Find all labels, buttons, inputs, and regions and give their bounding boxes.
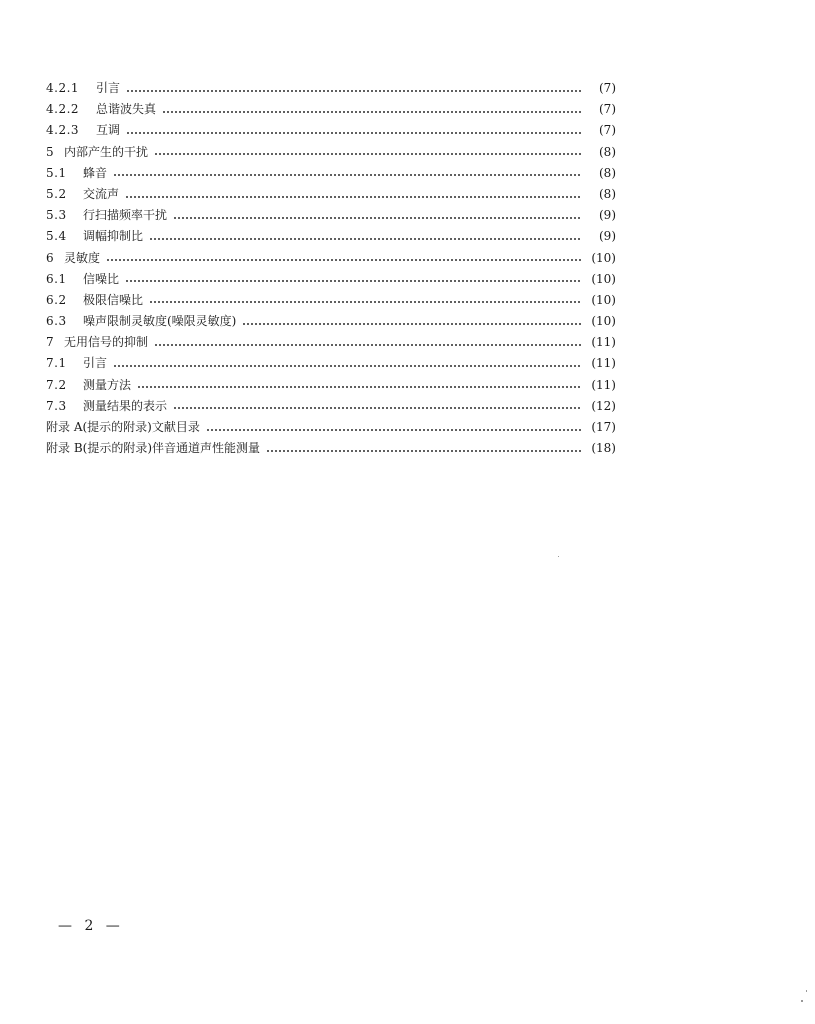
toc-entry[interactable] bbox=[46, 290, 616, 311]
toc-entry-page: (9) bbox=[599, 208, 616, 223]
toc-entry-number: 7 bbox=[46, 335, 55, 350]
toc-entry-page: (11) bbox=[591, 356, 616, 371]
toc-entry-title: 内部产生的干扰 bbox=[64, 144, 149, 159]
toc-entry-number: 4.2.2 bbox=[46, 102, 80, 117]
toc-entry-title: 信噪比 bbox=[83, 271, 120, 286]
toc-entry-page: (11) bbox=[591, 377, 616, 392]
toc-entry[interactable] bbox=[46, 332, 616, 353]
toc-entry-title: 极限信噪比 bbox=[83, 292, 144, 307]
toc-entry-page: (7) bbox=[599, 102, 616, 117]
toc-entry-title: 交流声 bbox=[83, 186, 120, 201]
dot-leader bbox=[173, 401, 582, 411]
toc-entry-page: (10) bbox=[591, 250, 616, 265]
toc-entry[interactable] bbox=[46, 163, 616, 184]
toc-entry-page: (7) bbox=[599, 123, 616, 138]
toc-entry-title: 附录 B(提示的附录)伴音通道声性能测量 bbox=[46, 441, 260, 456]
toc-entry-page: (17) bbox=[591, 420, 616, 434]
toc-entry-page: (8) bbox=[599, 144, 616, 159]
toc-entry-number: 6.2 bbox=[46, 292, 67, 307]
toc-entry-number: 5.3 bbox=[46, 208, 67, 223]
toc-entry[interactable] bbox=[46, 311, 616, 332]
dot-leader bbox=[137, 380, 582, 390]
toc-entry[interactable] bbox=[46, 99, 616, 120]
toc-entry-page: (8) bbox=[599, 165, 616, 180]
toc-entry-page: (12) bbox=[591, 398, 616, 413]
toc-entry-title: 行扫描频率干扰 bbox=[83, 208, 168, 223]
toc-entry[interactable] bbox=[46, 184, 616, 205]
toc-entry-title: 引言 bbox=[83, 356, 108, 371]
dot-leader bbox=[162, 105, 582, 115]
dot-leader bbox=[126, 126, 582, 136]
toc-entry-page: (11) bbox=[591, 335, 616, 350]
page-number: — 2 — bbox=[58, 918, 124, 934]
dot-leader bbox=[126, 84, 582, 94]
toc-entry-page: (7) bbox=[599, 81, 616, 95]
toc-entry-page: (18) bbox=[591, 441, 616, 456]
toc-entry-page: (9) bbox=[599, 229, 616, 244]
toc-entry-title: 调幅抑制比 bbox=[83, 229, 144, 244]
toc-entry-title: 蜂音 bbox=[83, 165, 108, 180]
toc-entry-appendix-a[interactable] bbox=[46, 417, 616, 438]
toc-entry-page: (10) bbox=[591, 292, 616, 307]
dot-leader bbox=[206, 423, 582, 433]
scan-speck bbox=[806, 990, 807, 992]
table-of-contents bbox=[46, 78, 616, 459]
dot-leader bbox=[106, 253, 582, 263]
toc-entry-title: 互调 bbox=[96, 123, 121, 138]
toc-entry[interactable] bbox=[46, 205, 616, 226]
dot-leader bbox=[113, 168, 582, 178]
toc-entry-number: 6.3 bbox=[46, 314, 67, 329]
dot-leader bbox=[173, 211, 582, 221]
toc-entry[interactable] bbox=[46, 142, 616, 163]
toc-entry-title: 附录 A(提示的附录)文献目录 bbox=[46, 420, 200, 434]
toc-entry-page: (8) bbox=[599, 186, 616, 201]
toc-entry[interactable] bbox=[46, 396, 616, 417]
toc-entry-title: 引言 bbox=[96, 81, 121, 95]
dot-leader bbox=[125, 274, 582, 284]
toc-entry-appendix-b[interactable] bbox=[46, 438, 616, 459]
toc-entry[interactable] bbox=[46, 78, 616, 99]
toc-entry-title: 无用信号的抑制 bbox=[64, 335, 149, 350]
toc-entry-number: 5 bbox=[46, 144, 55, 159]
dot-leader bbox=[149, 295, 582, 305]
scan-speck bbox=[558, 556, 559, 557]
toc-entry-title: 总谐波失真 bbox=[96, 102, 157, 117]
toc-entry-number: 7.3 bbox=[46, 398, 67, 413]
toc-entry[interactable] bbox=[46, 120, 616, 141]
dot-leader bbox=[149, 232, 582, 242]
toc-entry-number: 6 bbox=[46, 250, 55, 265]
dot-leader bbox=[242, 317, 582, 327]
toc-entry-number: 5.1 bbox=[46, 165, 67, 180]
dot-leader bbox=[154, 147, 582, 157]
toc-entry-title: 测量结果的表示 bbox=[83, 398, 168, 413]
scan-speck bbox=[801, 1000, 803, 1002]
toc-entry[interactable] bbox=[46, 248, 616, 269]
dot-leader bbox=[125, 190, 582, 200]
toc-entry-number: 4.2.3 bbox=[46, 123, 80, 138]
dot-leader bbox=[154, 338, 582, 348]
toc-entry[interactable] bbox=[46, 353, 616, 374]
toc-entry-title: 测量方法 bbox=[83, 377, 132, 392]
toc-entry-number: 5.2 bbox=[46, 186, 67, 201]
toc-entry[interactable] bbox=[46, 269, 616, 290]
toc-entry-number: 4.2.1 bbox=[46, 81, 80, 95]
toc-entry-title: 灵敏度 bbox=[64, 250, 101, 265]
toc-entry[interactable] bbox=[46, 375, 616, 396]
toc-entry-title: 噪声限制灵敏度(噪限灵敏度) bbox=[83, 314, 237, 329]
toc-entry-number: 7.1 bbox=[46, 356, 67, 371]
dot-leader bbox=[266, 444, 582, 454]
toc-entry-page: (10) bbox=[591, 271, 616, 286]
toc-entry-page: (10) bbox=[591, 314, 616, 329]
dot-leader bbox=[113, 359, 582, 369]
toc-entry-number: 5.4 bbox=[46, 229, 67, 244]
toc-entry[interactable] bbox=[46, 226, 616, 247]
toc-entry-number: 6.1 bbox=[46, 271, 67, 286]
toc-entry-number: 7.2 bbox=[46, 377, 67, 392]
